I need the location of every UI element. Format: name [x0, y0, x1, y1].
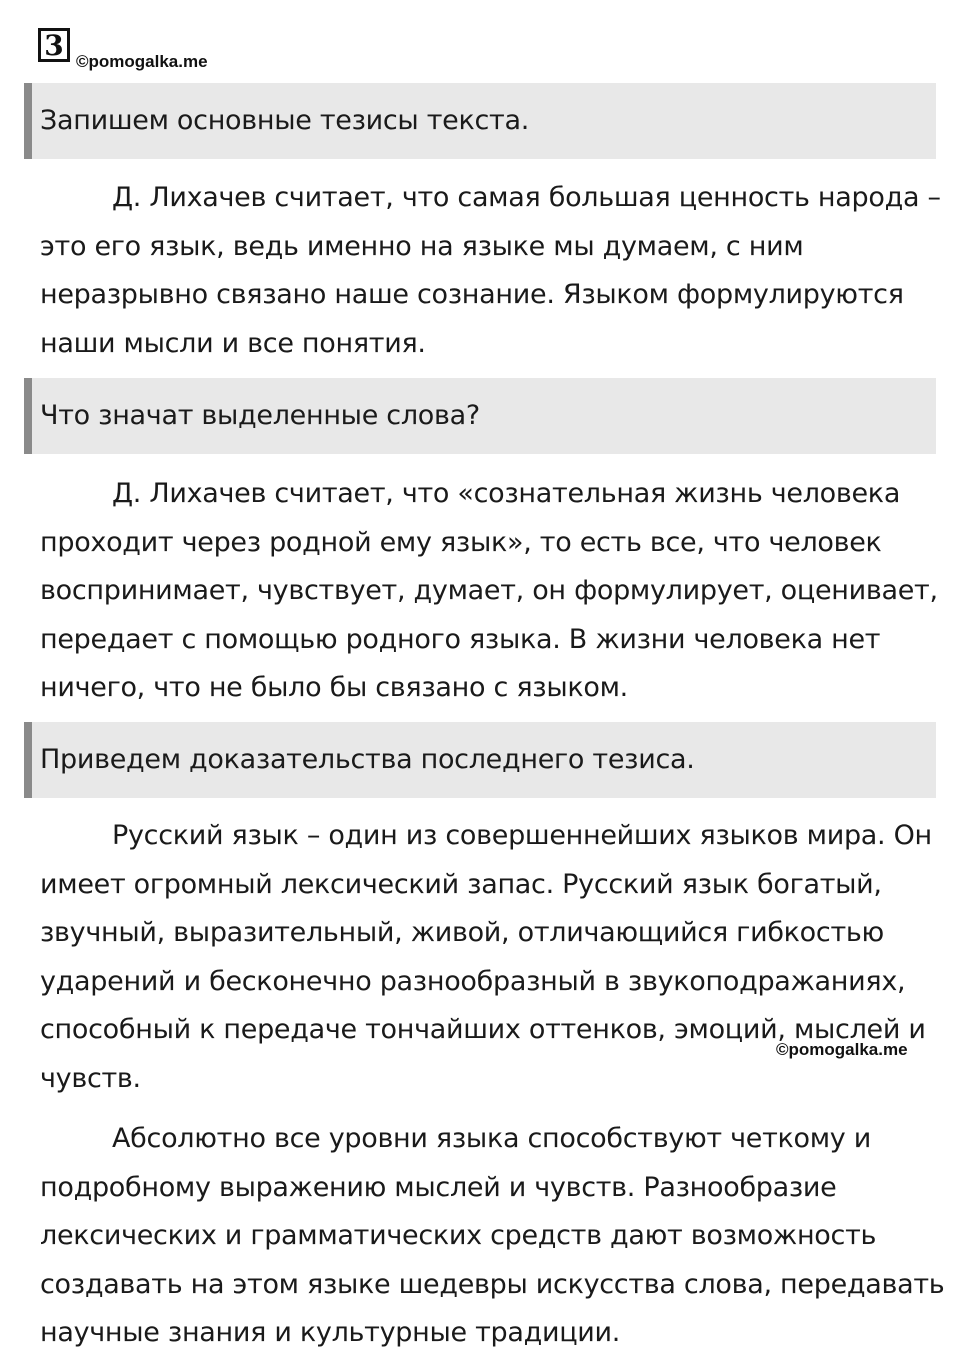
task-number-box: 3 [38, 28, 70, 62]
watermark: ©pomogalka.me [76, 52, 208, 71]
question-heading-2: Что значат выделенные слова? [24, 378, 936, 454]
watermark-inline: ©pomogalka.me [776, 1040, 908, 1059]
question-heading-1: Запишем основные тезисы текста. [24, 83, 936, 159]
answer-paragraph-2: Д. Лихачев считает, что «сознательная жизнь человека проходит через родной ему язык», то есть все, что человек воспринимает, чувствует, думает, он формулирует, оценивает, передает с помощью родного языка. В жизни человека нет ничего, что не было бы связано с языком. [40, 478, 938, 703]
answer-paragraph-1: Д. Лихачев считает, что самая большая ценность народа – это его язык, ведь именно на языке мы думаем, с ним неразрывно связано наше сознание. Языком формулируются наши мысли и все понятия. [40, 182, 941, 359]
answer-paragraph-3: Русский язык – один из совершеннейших языков мира. Он имеет огромный лексический запас. Русский язык богатый, звучный, выразительный, живой, отличающийся гибкостью ударений и бесконечно разнообразный в звукоподражаниях, способный к передаче тончайших оттенков, эмоций, мыслей и чувств. [40, 820, 932, 1094]
question-heading-3: Приведем доказательства последнего тезиса. [24, 722, 936, 798]
answer-paragraph-4: Абсолютно все уровни языка способствуют четкому и подробному выражению мыслей и чувств. Разнообразие лексических и грамматических средств дают возможность создавать на этом языке шедевры искусства слова, передавать научные знания и культурные традиции. [40, 1123, 945, 1348]
